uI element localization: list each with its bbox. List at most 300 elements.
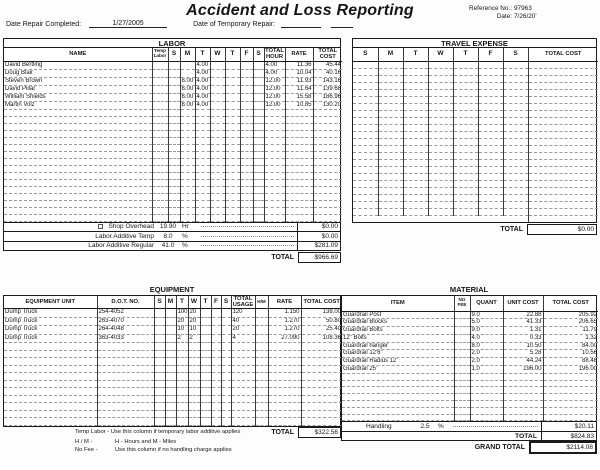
col-tue: T [403, 48, 428, 61]
day-cell: 4.00 [196, 77, 209, 84]
rate-cell: 10.85 [285, 101, 313, 109]
empty-row [353, 131, 598, 138]
labor-row [4, 77, 342, 85]
total-hour-cell: 4.00 [264, 69, 285, 77]
material-row [342, 334, 598, 342]
col-total-cost: TOTAL COST [313, 48, 342, 61]
col-fri: F [240, 48, 253, 61]
equipment-total-label: TOTAL [271, 428, 294, 436]
col-total-cost: TOTAL COST [543, 296, 598, 311]
labor-table [4, 48, 342, 222]
day-cell [240, 69, 253, 77]
temp-cell [152, 85, 168, 93]
day-cell: 2 [188, 334, 200, 343]
labor-additive-regular-label: Labor Additive Regular [88, 242, 154, 250]
rate-cell: 11.64 [285, 85, 313, 93]
labor-row [4, 69, 342, 77]
total-cost-cell: 45.44 [313, 61, 342, 69]
temp-cell [152, 77, 168, 85]
day-cell [168, 85, 180, 93]
total-cost-cell: 11.79 [543, 327, 598, 335]
rate-cell: 1.270 [268, 317, 301, 326]
material-row [342, 358, 598, 366]
day-cell: 20 [176, 317, 188, 326]
day-cell [225, 101, 240, 109]
temp-cell [152, 61, 168, 69]
grand-total-label: GRAND TOTAL [474, 443, 525, 451]
item-cell: 12" Bolts [342, 334, 454, 342]
labor-total-value: $966.69 [298, 252, 341, 263]
rate-cell: 11.36 [285, 61, 313, 69]
day-cell [225, 85, 240, 93]
total-cost-cell: 139.68 [313, 85, 342, 93]
day-cell [154, 326, 165, 335]
shop-overhead-unit: Hr [182, 223, 189, 231]
day-cell: 10 [188, 326, 200, 335]
total-hour-cell: 12.00 [264, 77, 285, 85]
col-unit-cost: UNIT COST [503, 296, 543, 311]
day-cell: 8.00 [181, 93, 194, 100]
rate-cell: 11.93 [285, 77, 313, 85]
handling-label: Handling [366, 423, 392, 431]
col-thu: T [200, 296, 211, 309]
empty-row [342, 373, 598, 380]
total-hour-cell: 4.00 [264, 61, 285, 69]
material-row [342, 319, 598, 327]
empty-row [4, 130, 342, 137]
labor-additive-temp-label: Labor Additive Temp [95, 232, 154, 240]
temp-cell [152, 101, 168, 109]
equipment-title: EQUIPMENT [149, 285, 195, 294]
empty-row [353, 138, 598, 145]
empty-row [353, 75, 598, 82]
reference-number-value: 97963 [514, 5, 532, 12]
day-cell [180, 69, 195, 77]
day-cell [200, 326, 211, 335]
col-hours-miles: H/M [255, 296, 268, 309]
dotted-leader [201, 242, 294, 247]
col-sat: S [503, 48, 528, 61]
empty-row [4, 137, 342, 144]
day-cell [154, 317, 165, 326]
temporary-repair-blank-line-2 [331, 20, 353, 28]
item-cell: Guardrail hanger [342, 342, 454, 350]
rate-cell: 15.58 [285, 93, 313, 101]
day-cell [240, 85, 253, 93]
page-title: Accident and Loss Reporting [186, 2, 414, 19]
shop-overhead-label: Shop Overhead [108, 223, 154, 231]
empty-row [342, 387, 598, 394]
unit-cell: Dump Truck [4, 317, 97, 326]
temp-cell [152, 69, 168, 77]
quant-cell: 8.0 [470, 342, 503, 350]
total-hour-cell: 12.00 [264, 85, 285, 93]
material-row [342, 342, 598, 350]
day-cell [154, 334, 165, 343]
labor-total-label: TOTAL [271, 253, 294, 261]
shop-overhead-value: 19.90 [159, 223, 177, 231]
day-cell [211, 334, 221, 343]
total-cost-cell: 10.56 [543, 350, 598, 358]
no-fee-cell [454, 311, 470, 319]
day-cell [240, 101, 253, 109]
day-cell [211, 326, 221, 335]
item-cell: Guardrail Radius 12' [342, 358, 454, 366]
material-row [342, 366, 598, 374]
col-total-usage: TOTAL USAGE [232, 296, 254, 308]
quant-cell: 9.0 [470, 327, 503, 335]
empty-row [353, 61, 598, 68]
col-total-cost: TOTAL COST [301, 296, 342, 309]
col-equipment-unit: EQUIPMENT UNIT [4, 296, 97, 309]
labor-additive-temp-cost: $0.00 [297, 232, 340, 241]
total-cost-cell: 143.16 [313, 77, 342, 85]
day-cell [221, 334, 231, 343]
labor-header-row [4, 48, 342, 61]
col-name: NAME [4, 48, 152, 61]
equipment-total-value: $322.56 [298, 427, 341, 438]
name-cell: David Bertling [4, 61, 152, 69]
equipment-row [4, 326, 342, 335]
name-cell: Steven Brown [4, 77, 152, 85]
item-cell: Guardrail 25' [342, 366, 454, 374]
dot-cell: 264-4048 [97, 326, 154, 335]
dotted-leader [201, 223, 294, 228]
travel-header-row [353, 48, 598, 61]
handling-value: 2.5 [420, 423, 430, 431]
empty-row [4, 418, 342, 426]
shop-overhead-row [4, 222, 340, 232]
col-mon: M [165, 296, 176, 309]
day-cell [165, 334, 176, 343]
day-cell [240, 61, 253, 69]
day-cell: 8.00 [181, 77, 194, 84]
dot-cell: 363-4033 [97, 334, 154, 343]
labor-section-title: LABOR [4, 39, 340, 48]
material-table [342, 296, 598, 421]
rate-cell: 1.150 [268, 309, 301, 318]
empty-row [4, 403, 342, 411]
empty-row [353, 187, 598, 194]
col-sat: S [221, 296, 231, 309]
handling-cost: $20.11 [541, 422, 596, 431]
empty-row [342, 401, 598, 408]
total-cost-cell: 88.48 [543, 358, 598, 366]
empty-row [353, 96, 598, 103]
day-cell [253, 69, 264, 77]
unit-cost-cell: 41.33 [503, 319, 543, 327]
empty-row [353, 166, 598, 173]
reference-number-row [456, 5, 537, 13]
equipment-row [4, 334, 342, 343]
day-cell [180, 61, 195, 69]
col-rate: RATE [268, 296, 301, 309]
no-fee-cell [454, 327, 470, 335]
day-cell: 10 [176, 326, 188, 335]
total-cost-cell: 108.36 [301, 334, 342, 343]
total-cost-cell: 206.65 [543, 319, 598, 327]
empty-row [4, 214, 342, 221]
total-cost-cell: 205.92 [543, 311, 598, 319]
total-hour-cell: 12.00 [264, 93, 285, 101]
unit-cost-cell: 1.31 [503, 327, 543, 335]
total-cost-cell: 186.96 [313, 93, 342, 101]
day-cell [253, 77, 264, 85]
empty-row [4, 200, 342, 207]
col-no-fee: NO FEE [454, 296, 470, 311]
labor-additive-temp-row [4, 231, 340, 241]
day-cell: 4.00 [196, 101, 209, 108]
col-sun: S [168, 48, 180, 61]
day-cell [221, 326, 231, 335]
total-cost-cell: 50.80 [301, 317, 342, 326]
empty-row [353, 124, 598, 131]
empty-row [353, 82, 598, 89]
footnote-temp-labor: Temp Labor - Use this column if temporary labor additive applies [75, 429, 241, 435]
col-wed: W [428, 48, 453, 61]
empty-row [4, 186, 342, 193]
quant-cell: 2.0 [470, 358, 503, 366]
travel-expense-section [352, 38, 597, 235]
day-cell [168, 101, 180, 109]
no-fee-cell [454, 334, 470, 342]
total-cost-cell: 40.16 [313, 69, 342, 77]
col-wed: W [210, 48, 225, 61]
day-cell: 20 [188, 317, 200, 326]
rate-cell: 1.270 [268, 326, 301, 335]
unit-cost-cell: 0.33 [503, 334, 543, 342]
empty-row [4, 116, 342, 123]
day-cell [253, 61, 264, 69]
empty-row [4, 158, 342, 165]
unit-cell: Dump Truck [4, 326, 97, 335]
day-cell [200, 317, 211, 326]
usage-cell: 120 [231, 309, 255, 318]
col-total-hour: TOTAL HOUR [265, 48, 284, 61]
col-mon: M [180, 48, 195, 61]
total-cost-cell: 196.00 [543, 366, 598, 374]
labor-row [4, 61, 342, 69]
empty-row [353, 208, 598, 215]
dotted-leader [201, 232, 294, 237]
empty-row [4, 365, 342, 373]
material-row [342, 327, 598, 335]
hm-cell [255, 326, 268, 335]
day-cell [165, 317, 176, 326]
material-total-label: TOTAL [514, 432, 537, 440]
material-row [342, 311, 598, 319]
equipment-total-row [3, 427, 341, 438]
labor-row [4, 101, 342, 109]
empty-row [4, 172, 342, 179]
empty-row [4, 388, 342, 396]
equipment-row [4, 317, 342, 326]
day-cell [240, 77, 253, 85]
labor-additive-temp-value: 8.0 [163, 232, 173, 240]
footnote-no-fee: No Fee - Use this column if no handling charge applies [75, 446, 232, 453]
rate-cell: 27.090 [268, 334, 301, 343]
dotted-leader [453, 422, 538, 427]
day-cell: 4.00 [196, 85, 209, 92]
day-cell: 4.00 [196, 69, 209, 76]
day-cell [168, 61, 180, 69]
day-cell [210, 85, 225, 93]
empty-row [4, 395, 342, 403]
empty-row [4, 410, 342, 418]
empty-row [353, 89, 598, 96]
item-cell: Guardrail Post [342, 311, 454, 319]
total-cost-cell: 84.00 [543, 342, 598, 350]
shop-overhead-cost: $0.00 [297, 223, 340, 232]
quant-cell: 5.0 [470, 319, 503, 327]
empty-row [4, 123, 342, 130]
day-cell [240, 93, 253, 101]
labor-additive-temp-unit: % [182, 232, 188, 240]
total-cost-cell: 25.40 [301, 326, 342, 335]
labor-row [4, 85, 342, 93]
day-cell [210, 101, 225, 109]
day-cell [225, 69, 240, 77]
day-cell: 4.00 [196, 61, 209, 68]
labor-additive-regular-value: 41.0 [161, 242, 175, 250]
col-temp-labor: Temp Labor [152, 48, 168, 61]
labor-row [4, 93, 342, 101]
labor-section [3, 38, 341, 263]
item-cell: Guardrail Blocks [342, 319, 454, 327]
empty-row [353, 180, 598, 187]
day-cell [253, 93, 264, 101]
no-fee-cell [454, 319, 470, 327]
dot-cell: 254-4052 [97, 309, 154, 318]
empty-row [353, 145, 598, 152]
name-cell: David Pillar [4, 85, 152, 93]
empty-row [4, 193, 342, 200]
day-cell [211, 317, 221, 326]
col-thu: T [453, 48, 478, 61]
total-cost-cell: 138.00 [301, 309, 342, 318]
total-cost-cell: 1.32 [543, 334, 598, 342]
material-row [342, 350, 598, 358]
day-cell [225, 77, 240, 85]
day-cell [211, 309, 221, 318]
material-header-row [342, 296, 598, 311]
empty-row [4, 380, 342, 388]
form-date-row [456, 13, 537, 21]
empty-row [353, 201, 598, 208]
day-cell [210, 77, 225, 85]
form-date-value: 7/26/20' [514, 13, 537, 20]
empty-row [4, 373, 342, 381]
col-sun: S [353, 48, 378, 61]
col-sat: S [253, 48, 264, 61]
unit-cost-cell: 22.88 [503, 311, 543, 319]
col-fri: F [211, 296, 221, 309]
usage-cell: 4 [231, 334, 255, 343]
grand-total-row [341, 441, 597, 453]
day-cell [168, 77, 180, 85]
name-cell: William Shields [4, 93, 152, 101]
empty-row [353, 152, 598, 159]
empty-row [353, 103, 598, 110]
empty-row [353, 173, 598, 180]
usage-cell: 20 [231, 326, 255, 335]
date-repair-completed-label: Date Repair Completed: [6, 21, 82, 28]
equipment-row [4, 309, 342, 318]
col-sun: S [154, 296, 165, 309]
empty-row [353, 110, 598, 117]
travel-expense-table [353, 48, 598, 222]
empty-row [342, 380, 598, 387]
name-cell: Doug Blair [4, 69, 152, 77]
empty-row [4, 109, 342, 116]
reference-block [456, 5, 537, 21]
unit-cost-cell: 196.00 [503, 366, 543, 374]
labor-additive-regular-row [4, 241, 340, 251]
unit-cell: Dump Truck [4, 334, 97, 343]
day-cell: 4.00 [196, 93, 209, 100]
day-cell [168, 93, 180, 101]
empty-row [353, 68, 598, 75]
no-fee-cell [454, 358, 470, 366]
quant-cell: 2.0 [470, 350, 503, 358]
labor-additive-regular-cost: $281.09 [297, 242, 340, 251]
day-cell [221, 317, 231, 326]
day-cell [154, 309, 165, 318]
form-date-label: Date: [496, 13, 512, 20]
travel-total-value: $0.00 [527, 224, 597, 235]
day-cell [210, 61, 225, 69]
day-cell [253, 101, 264, 109]
day-cell [210, 69, 225, 77]
no-fee-cell [454, 366, 470, 374]
no-fee-cell [454, 342, 470, 350]
no-fee-cell [454, 350, 470, 358]
col-quant: QUANT [470, 296, 503, 311]
day-cell: 20 [188, 309, 200, 318]
total-cost-cell: 130.20 [313, 101, 342, 109]
empty-row [4, 165, 342, 172]
empty-row [4, 144, 342, 151]
day-cell [165, 309, 176, 318]
hm-cell [255, 317, 268, 326]
material-title: MATERIAL [449, 285, 489, 294]
handling-row [342, 421, 596, 431]
unit-cost-cell: 5.28 [503, 350, 543, 358]
empty-row [4, 358, 342, 366]
date-temporary-repair-label: Date of Temporary Repair: [193, 21, 276, 28]
travel-expense-title: TRAVEL EXPENSE [353, 39, 596, 48]
col-thu: T [225, 48, 240, 61]
day-cell [225, 93, 240, 101]
col-wed: W [188, 296, 200, 309]
material-section [341, 285, 597, 453]
col-rate: RATE [285, 48, 313, 61]
empty-row [353, 194, 598, 201]
equipment-header-row [4, 296, 342, 309]
day-cell [200, 309, 211, 318]
travel-total-label: TOTAL [500, 225, 523, 233]
empty-row [4, 207, 342, 214]
travel-spacer-row [353, 215, 598, 222]
empty-row [342, 407, 598, 414]
material-total-value: $824.83 [541, 432, 596, 441]
empty-row [342, 394, 598, 401]
empty-row [4, 179, 342, 186]
name-cell: Martin Volz [4, 101, 152, 109]
grand-total-value: $2114.08 [529, 441, 597, 454]
usage-cell: 40 [231, 317, 255, 326]
labor-additive-regular-unit: % [182, 242, 188, 250]
